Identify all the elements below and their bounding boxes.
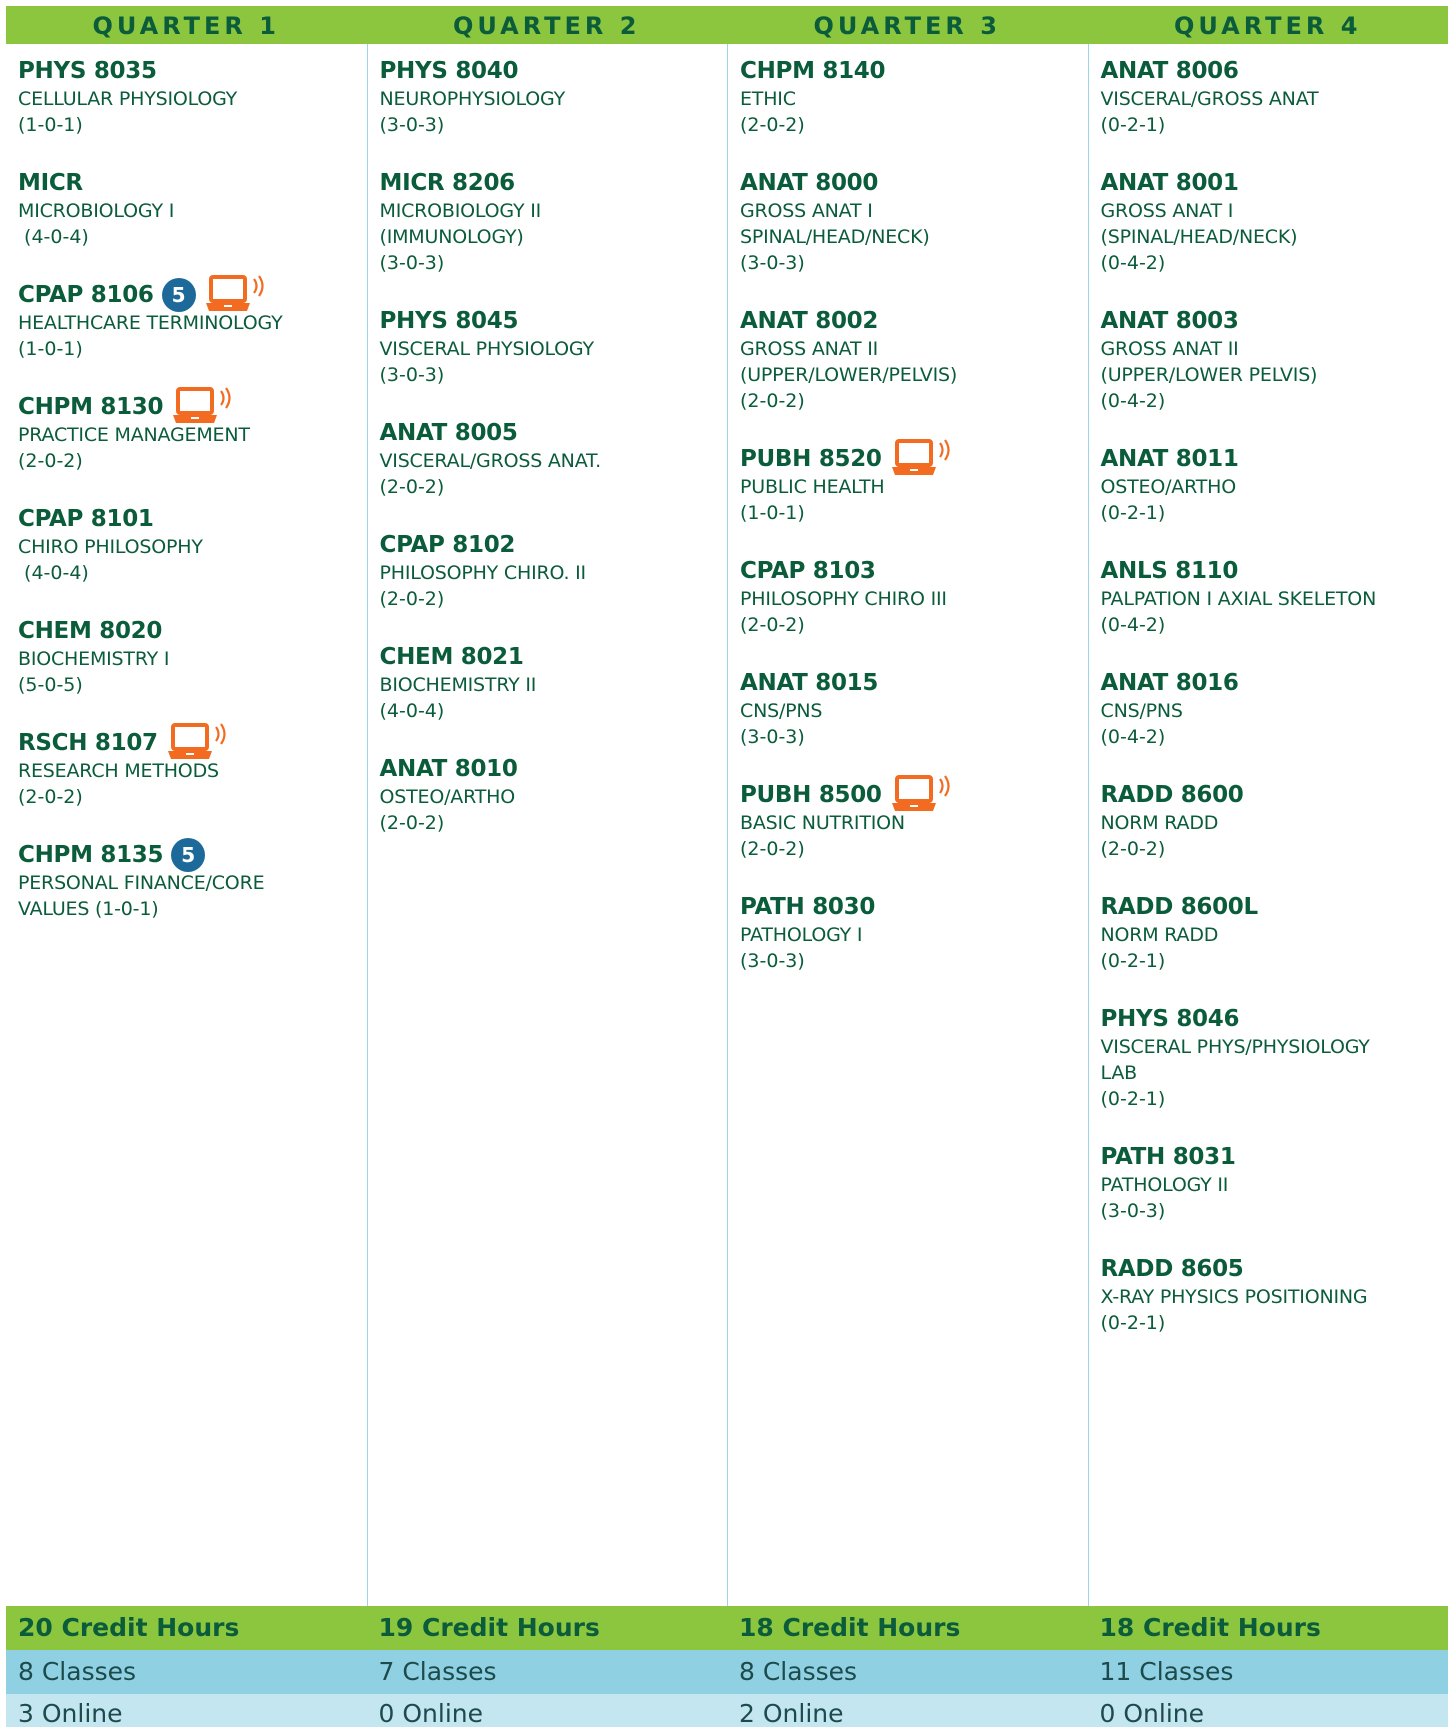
course-block bbox=[18, 392, 357, 474]
course-code: PATH 8031 bbox=[1101, 1144, 1236, 1170]
course-credits: (3-0-3) bbox=[740, 724, 1078, 750]
quarter-3-credit-hours: 18 Credit Hours bbox=[727, 1606, 1088, 1650]
course-title: PERSONAL FINANCE/CORE VALUES (1-0-1) bbox=[18, 870, 357, 922]
course-code: PUBH 8500 bbox=[740, 782, 882, 808]
course-block bbox=[18, 840, 357, 922]
course-title: GROSS ANAT I (SPINAL/HEAD/NECK) bbox=[1101, 198, 1439, 250]
course-title: VISCERAL PHYSIOLOGY bbox=[380, 336, 718, 362]
course-code-line bbox=[740, 556, 1078, 586]
course-credits: (2-0-2) bbox=[380, 474, 718, 500]
course-code-line bbox=[18, 728, 357, 758]
course-code: RADD 8605 bbox=[1101, 1256, 1244, 1282]
online-laptop-icon bbox=[890, 775, 954, 815]
course-credits: (4-0-4) bbox=[380, 698, 718, 724]
five-badge-icon: 5 bbox=[171, 838, 205, 872]
quarter-columns bbox=[6, 44, 1448, 1606]
course-code: CPAP 8103 bbox=[740, 558, 876, 584]
online-row bbox=[6, 1694, 1448, 1727]
course-title: MICROBIOLOGY II (IMMUNOLOGY) bbox=[380, 198, 718, 250]
course-block bbox=[380, 642, 718, 724]
classes-row bbox=[6, 1650, 1448, 1694]
course-code-line bbox=[380, 56, 718, 86]
quarter-1-classes: 8 Classes bbox=[6, 1650, 367, 1694]
course-title: PHILOSOPHY CHIRO. II bbox=[380, 560, 718, 586]
course-code: ANAT 8000 bbox=[740, 170, 878, 196]
course-code-line bbox=[1101, 306, 1439, 336]
course-block bbox=[740, 892, 1078, 974]
course-code: RADD 8600 bbox=[1101, 782, 1244, 808]
quarter-1-online: 3 Online bbox=[6, 1694, 367, 1727]
course-code-line bbox=[1101, 668, 1439, 698]
course-credits: (0-2-1) bbox=[1101, 500, 1439, 526]
course-credits: (0-4-2) bbox=[1101, 250, 1439, 276]
course-code-line bbox=[380, 530, 718, 560]
course-code-line bbox=[380, 418, 718, 448]
quarter-2-header: QUARTER 2 bbox=[367, 6, 728, 44]
course-code-line bbox=[1101, 892, 1439, 922]
course-title: OSTEO/ARTHO bbox=[1101, 474, 1439, 500]
course-title: NEUROPHYSIOLOGY bbox=[380, 86, 718, 112]
course-code: RADD 8600L bbox=[1101, 894, 1258, 920]
course-code: CPAP 8102 bbox=[380, 532, 516, 558]
course-code: MICR bbox=[18, 170, 83, 196]
quarter-3-online: 2 Online bbox=[727, 1694, 1088, 1727]
online-laptop-icon bbox=[171, 387, 235, 427]
course-title: PALPATION I AXIAL SKELETON bbox=[1101, 586, 1439, 612]
course-title: GROSS ANAT II (UPPER/LOWER/PELVIS) bbox=[740, 336, 1078, 388]
course-credits: (2-0-2) bbox=[740, 388, 1078, 414]
course-credits: (2-0-2) bbox=[740, 612, 1078, 638]
course-code: ANAT 8003 bbox=[1101, 308, 1239, 334]
course-title: ETHIC bbox=[740, 86, 1078, 112]
course-title: BIOCHEMISTRY II bbox=[380, 672, 718, 698]
course-code: ANAT 8016 bbox=[1101, 670, 1239, 696]
quarter-4-column bbox=[1088, 44, 1448, 1606]
course-code-line bbox=[1101, 780, 1439, 810]
course-credits: (0-2-1) bbox=[1101, 948, 1439, 974]
course-credits: (3-0-3) bbox=[740, 250, 1078, 276]
course-code: ANAT 8002 bbox=[740, 308, 878, 334]
course-credits: (0-4-2) bbox=[1101, 612, 1439, 638]
course-title: CNS/PNS bbox=[1101, 698, 1439, 724]
course-block bbox=[18, 616, 357, 698]
course-credits: (2-0-2) bbox=[1101, 836, 1439, 862]
course-block bbox=[18, 168, 357, 250]
quarter-3-classes: 8 Classes bbox=[727, 1650, 1088, 1694]
course-title: NORM RADD bbox=[1101, 922, 1439, 948]
course-block bbox=[1101, 1254, 1439, 1336]
online-laptop-icon bbox=[166, 723, 230, 763]
course-block bbox=[380, 306, 718, 388]
course-block bbox=[740, 556, 1078, 638]
course-code: PHYS 8046 bbox=[1101, 1006, 1240, 1032]
course-code: ANAT 8015 bbox=[740, 670, 878, 696]
course-credits: (5-0-5) bbox=[18, 672, 357, 698]
course-credits: (2-0-2) bbox=[740, 112, 1078, 138]
course-credits: (0-2-1) bbox=[1101, 1310, 1439, 1336]
course-title: PRACTICE MANAGEMENT bbox=[18, 422, 357, 448]
course-block bbox=[18, 504, 357, 586]
course-code-line bbox=[18, 392, 357, 422]
course-code: ANAT 8006 bbox=[1101, 58, 1239, 84]
course-code-line bbox=[380, 754, 718, 784]
course-code: CHPM 8130 bbox=[18, 394, 163, 420]
course-block bbox=[740, 168, 1078, 276]
course-code-line bbox=[740, 56, 1078, 86]
course-title: HEALTHCARE TERMINOLOGY bbox=[18, 310, 357, 336]
course-code: PUBH 8520 bbox=[740, 446, 882, 472]
course-block bbox=[1101, 306, 1439, 414]
course-code: CHEM 8021 bbox=[380, 644, 524, 670]
course-block bbox=[380, 168, 718, 276]
course-title: PATHOLOGY I bbox=[740, 922, 1078, 948]
course-code: ANAT 8010 bbox=[380, 756, 518, 782]
course-code-line bbox=[1101, 1142, 1439, 1172]
course-block bbox=[1101, 56, 1439, 138]
course-code: ANAT 8001 bbox=[1101, 170, 1239, 196]
course-title: PHILOSOPHY CHIRO III bbox=[740, 586, 1078, 612]
course-credits: (2-0-2) bbox=[18, 448, 357, 474]
course-block bbox=[18, 728, 357, 810]
course-code: CPAP 8106 bbox=[18, 282, 154, 308]
course-title: VISCERAL/GROSS ANAT bbox=[1101, 86, 1439, 112]
course-title: BASIC NUTRITION bbox=[740, 810, 1078, 836]
quarter-4-header: QUARTER 4 bbox=[1088, 6, 1448, 44]
course-block bbox=[380, 754, 718, 836]
course-block bbox=[1101, 556, 1439, 638]
course-title: GROSS ANAT II (UPPER/LOWER PELVIS) bbox=[1101, 336, 1439, 388]
course-code-line bbox=[18, 168, 357, 198]
quarter-header-row bbox=[6, 6, 1448, 44]
course-block bbox=[1101, 444, 1439, 526]
course-title: MICROBIOLOGY I bbox=[18, 198, 357, 224]
course-code-line bbox=[1101, 168, 1439, 198]
course-title: CNS/PNS bbox=[740, 698, 1078, 724]
course-code-line bbox=[1101, 1254, 1439, 1284]
course-title: GROSS ANAT I SPINAL/HEAD/NECK) bbox=[740, 198, 1078, 250]
course-title: VISCERAL PHYS/PHYSIOLOGY LAB bbox=[1101, 1034, 1439, 1086]
course-code-line bbox=[740, 168, 1078, 198]
course-block bbox=[740, 780, 1078, 862]
online-laptop-icon bbox=[890, 439, 954, 479]
course-code-line bbox=[1101, 1004, 1439, 1034]
quarter-4-credit-hours: 18 Credit Hours bbox=[1088, 1606, 1448, 1650]
course-block bbox=[18, 56, 357, 138]
course-code-line bbox=[18, 840, 357, 870]
quarter-1-column bbox=[6, 44, 367, 1606]
course-block bbox=[380, 418, 718, 500]
quarter-2-classes: 7 Classes bbox=[367, 1650, 728, 1694]
course-title: X-RAY PHYSICS POSITIONING bbox=[1101, 1284, 1439, 1310]
course-code: ANLS 8110 bbox=[1101, 558, 1239, 584]
course-credits: (2-0-2) bbox=[740, 836, 1078, 862]
course-code-line bbox=[18, 616, 357, 646]
course-credits: (3-0-3) bbox=[1101, 1198, 1439, 1224]
quarter-3-header: QUARTER 3 bbox=[727, 6, 1088, 44]
course-block bbox=[18, 280, 357, 362]
quarter-1-credit-hours: 20 Credit Hours bbox=[6, 1606, 367, 1650]
course-code-line bbox=[1101, 56, 1439, 86]
course-block bbox=[380, 530, 718, 612]
course-credits: (3-0-3) bbox=[380, 250, 718, 276]
course-code: ANAT 8011 bbox=[1101, 446, 1239, 472]
course-title: BIOCHEMISTRY I bbox=[18, 646, 357, 672]
course-code-line bbox=[1101, 556, 1439, 586]
course-code-line bbox=[18, 280, 357, 310]
course-code: MICR 8206 bbox=[380, 170, 515, 196]
course-block bbox=[380, 56, 718, 138]
course-code: PHYS 8040 bbox=[380, 58, 519, 84]
course-block bbox=[1101, 1142, 1439, 1224]
course-block bbox=[1101, 168, 1439, 276]
course-code-line bbox=[18, 56, 357, 86]
course-title: NORM RADD bbox=[1101, 810, 1439, 836]
course-credits: (4-0-4) bbox=[18, 224, 357, 250]
course-credits: (1-0-1) bbox=[18, 336, 357, 362]
course-code-line bbox=[740, 668, 1078, 698]
course-credits: (2-0-2) bbox=[380, 810, 718, 836]
course-credits: (0-4-2) bbox=[1101, 388, 1439, 414]
course-code-line bbox=[380, 306, 718, 336]
course-block bbox=[1101, 668, 1439, 750]
course-block bbox=[1101, 780, 1439, 862]
course-title: PATHOLOGY II bbox=[1101, 1172, 1439, 1198]
course-credits: (3-0-3) bbox=[740, 948, 1078, 974]
course-code-line bbox=[380, 168, 718, 198]
course-code-line bbox=[740, 892, 1078, 922]
course-code: CPAP 8101 bbox=[18, 506, 154, 532]
course-block bbox=[1101, 1004, 1439, 1112]
quarter-2-column bbox=[367, 44, 728, 1606]
course-credits: (1-0-1) bbox=[740, 500, 1078, 526]
course-code: PHYS 8035 bbox=[18, 58, 157, 84]
course-code: CHPM 8140 bbox=[740, 58, 885, 84]
course-code: PATH 8030 bbox=[740, 894, 875, 920]
credit-hours-row bbox=[6, 1606, 1448, 1650]
course-credits: (3-0-3) bbox=[380, 112, 718, 138]
quarter-2-online: 0 Online bbox=[367, 1694, 728, 1727]
course-block bbox=[1101, 892, 1439, 974]
course-code-line bbox=[740, 780, 1078, 810]
course-code: ANAT 8005 bbox=[380, 420, 518, 446]
online-laptop-icon bbox=[204, 275, 268, 315]
course-credits: (2-0-2) bbox=[380, 586, 718, 612]
course-title: RESEARCH METHODS bbox=[18, 758, 357, 784]
course-credits: (4-0-4) bbox=[18, 560, 357, 586]
course-code: RSCH 8107 bbox=[18, 730, 158, 756]
course-credits: (0-2-1) bbox=[1101, 112, 1439, 138]
quarter-2-credit-hours: 19 Credit Hours bbox=[367, 1606, 728, 1650]
quarter-4-online: 0 Online bbox=[1088, 1694, 1448, 1727]
course-title: PUBLIC HEALTH bbox=[740, 474, 1078, 500]
course-code: PHYS 8045 bbox=[380, 308, 519, 334]
quarter-4-classes: 11 Classes bbox=[1088, 1650, 1448, 1694]
course-code-line bbox=[740, 306, 1078, 336]
course-title: CHIRO PHILOSOPHY bbox=[18, 534, 357, 560]
course-title: VISCERAL/GROSS ANAT. bbox=[380, 448, 718, 474]
course-block bbox=[740, 56, 1078, 138]
course-credits: (0-4-2) bbox=[1101, 724, 1439, 750]
course-block bbox=[740, 444, 1078, 526]
quarter-3-column bbox=[727, 44, 1088, 1606]
five-badge-icon: 5 bbox=[162, 278, 196, 312]
course-credits: (2-0-2) bbox=[18, 784, 357, 810]
course-code: CHPM 8135 bbox=[18, 842, 163, 868]
course-code-line bbox=[380, 642, 718, 672]
course-credits: (3-0-3) bbox=[380, 362, 718, 388]
course-code: CHEM 8020 bbox=[18, 618, 162, 644]
course-code-line bbox=[18, 504, 357, 534]
course-block bbox=[740, 306, 1078, 414]
course-code-line bbox=[1101, 444, 1439, 474]
course-block bbox=[740, 668, 1078, 750]
course-code-line bbox=[740, 444, 1078, 474]
course-title: OSTEO/ARTHO bbox=[380, 784, 718, 810]
quarter-1-header: QUARTER 1 bbox=[6, 6, 367, 44]
course-credits: (0-2-1) bbox=[1101, 1086, 1439, 1112]
course-title: CELLULAR PHYSIOLOGY bbox=[18, 86, 357, 112]
course-credits: (1-0-1) bbox=[18, 112, 357, 138]
